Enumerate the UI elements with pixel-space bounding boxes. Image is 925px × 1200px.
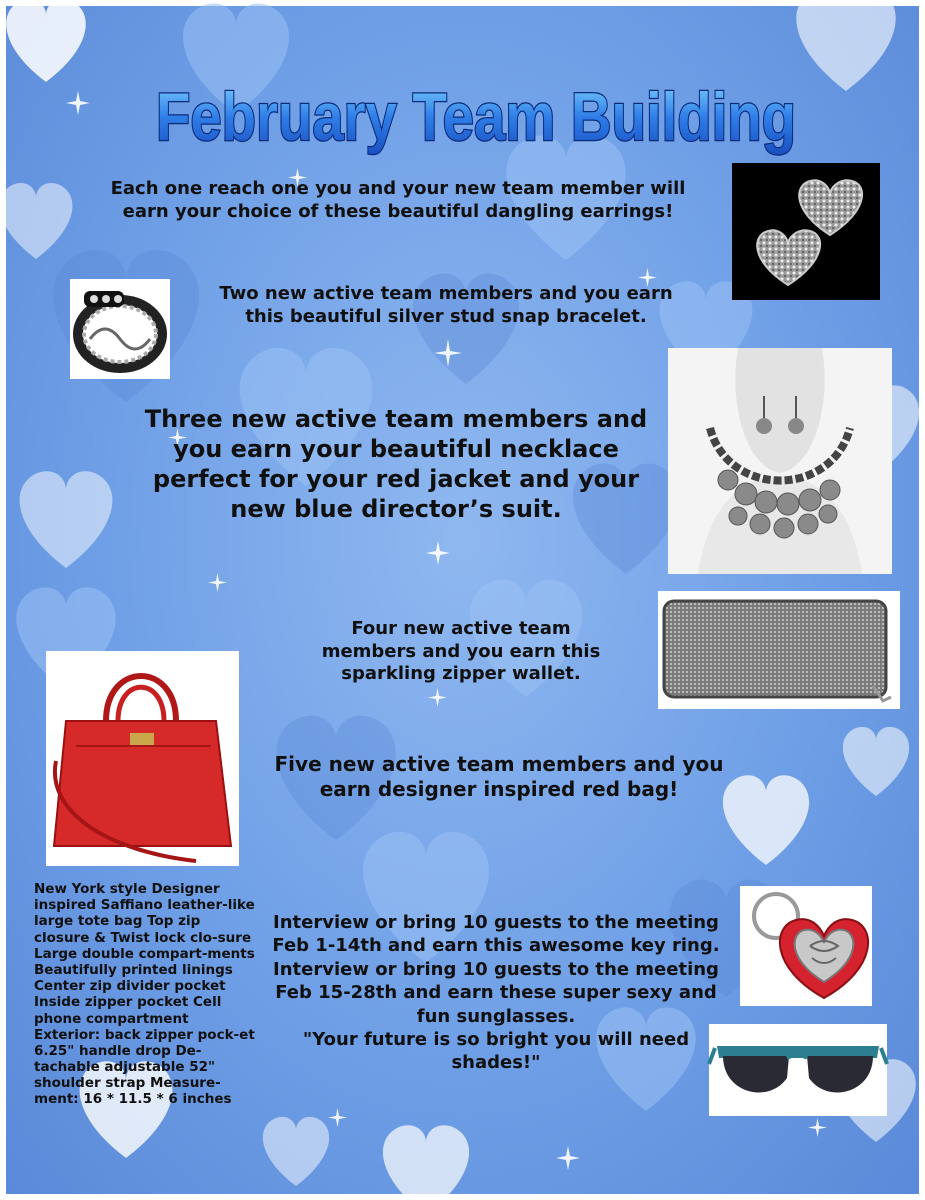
guests-offer-text: Interview or bring 10 guests to the meeting Feb 1-14th and earn this awesome key ring. Interview or bring 10 guests to the meeting Feb 15-28th and earn these super sexy and fun sunglasses. "Your future is so bright you will need shades!"	[272, 912, 720, 1074]
wallet-offer-text: Four new active team members and you earn this sparkling zipper wallet.	[321, 618, 601, 684]
flyer	[6, 6, 919, 1194]
necklace-offer-text: Three new active team members and you earn your beautiful necklace perfect for your red jacket and your new blue director’s suit.	[144, 405, 648, 523]
heart-earrings-icon	[732, 163, 880, 300]
title-text: February Team Building	[156, 79, 796, 155]
zipper-wallet-icon	[658, 591, 900, 709]
red-tote-bag-icon	[46, 651, 239, 866]
bag-offer-text: Five new active team members and you earn designer inspired red bag!	[274, 752, 724, 801]
earrings-offer-text: Each one reach one you and your new team member will earn your choice of these beautiful dangling earrings!	[110, 178, 686, 222]
sunglasses-icon	[709, 1024, 887, 1116]
page-title	[136, 68, 816, 158]
heart-key-ring-icon	[740, 886, 872, 1006]
pearl-necklace-icon	[668, 348, 892, 574]
snap-bracelet-icon	[70, 279, 170, 379]
bracelet-offer-text: Two new active team members and you earn this beautiful silver stud snap bracelet.	[219, 283, 673, 327]
bag-description-text: New York style Designer inspired Saffiano leather-like large tote bag Top zip closure & Twist lock clo-sure Large double compart-ments Beautifully printed linings Center zip divider pocket Inside zipper pocket Cell phone compartment Exterior: back zipper pock-et 6.25" handle drop De-tachable adjustable 52" shoulder strap Measure-ment: 16 * 11.5 * 6 inches	[34, 881, 255, 1108]
